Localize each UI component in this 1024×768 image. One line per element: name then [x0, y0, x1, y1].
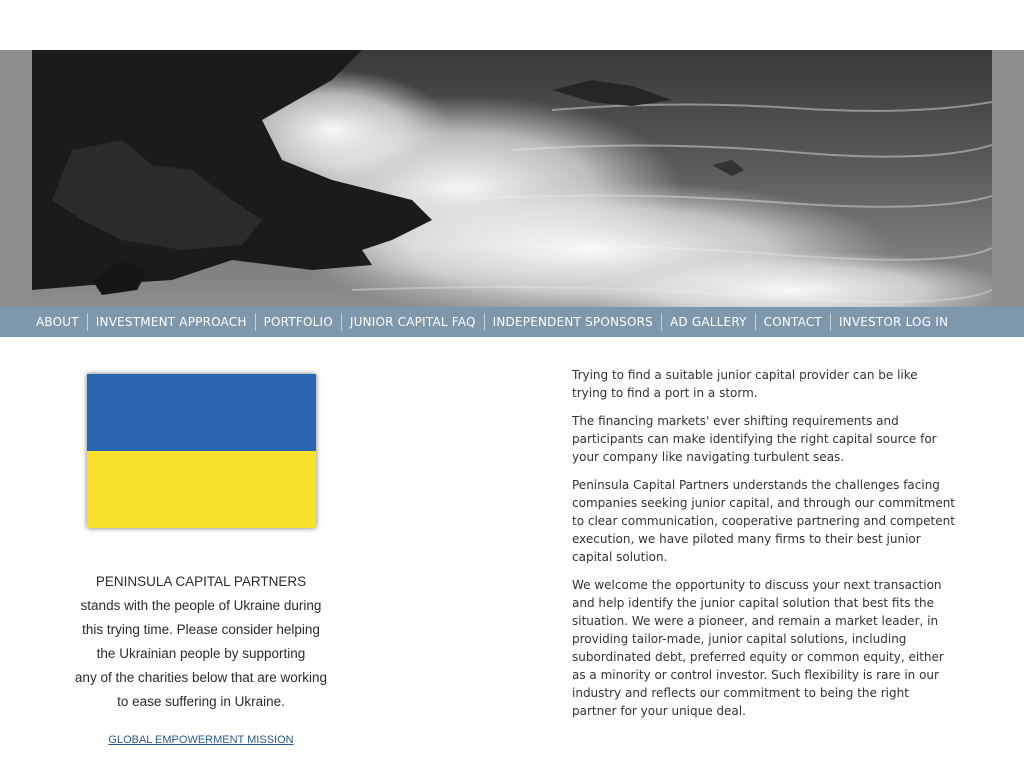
flag-blue-stripe	[87, 374, 316, 451]
main-nav	[0, 307, 1024, 337]
intro-paragraph: Peninsula Capital Partners understands the challenges facing companies seeking junior capital, and through our commitment to clear communication, cooperative partnering and competent execution, we have piloted many firms to their best junior capital solution.	[572, 478, 956, 564]
intro-paragraph: The financing markets' ever shifting requirements and participants can make identifying the right capital source for your company like navigating turbulent seas.	[572, 414, 937, 464]
charity-link-global-empowerment-mission[interactable]: GLOBAL EMPOWERMENT MISSION	[108, 734, 294, 746]
nav-item-contact[interactable]: CONTACT	[763, 315, 822, 329]
message-line: stands with the people of Ukraine during	[80, 598, 322, 613]
intro-paragraph: We welcome the opportunity to discuss your next transaction and help identify the junior capital solution that best fits the situation. We were a pioneer, and remain a market leader, in providing tailor-made, junior capital solutions, including subordinated debt, preferred equity or common equity, either as a minority or control investor. Such flexibility is rare in our industry and reflects our commitment to being the right partner for your unique deal.	[572, 578, 944, 718]
message-line: the Ukrainian people by supporting	[96, 646, 306, 661]
nav-item-ad-gallery[interactable]: AD GALLERY	[670, 315, 747, 329]
message-line: this trying time. Please consider helping	[82, 622, 320, 637]
flag-yellow-stripe	[87, 451, 316, 528]
ukraine-flag	[87, 374, 316, 528]
top-spacer	[0, 0, 1024, 50]
nav-items	[32, 307, 956, 337]
company-name: PENINSULA CAPITAL PARTNERS	[95, 574, 307, 589]
nav-item-portfolio[interactable]: PORTFOLIO	[263, 315, 333, 329]
message-line: any of the charities below that are working	[74, 670, 328, 685]
message-line: to ease suffering in Ukraine.	[117, 694, 285, 709]
nav-item-junior-capital-faq[interactable]: JUNIOR CAPITAL FAQ	[349, 315, 476, 329]
hero-image-ocean-waves	[32, 50, 992, 337]
intro-copy	[572, 366, 956, 730]
nav-item-investment-approach[interactable]: INVESTMENT APPROACH	[95, 315, 247, 329]
nav-item-about[interactable]: ABOUT	[36, 315, 79, 329]
nav-item-investor-log-in[interactable]: INVESTOR LOG IN	[838, 315, 949, 329]
ukraine-support-message	[40, 570, 362, 714]
intro-paragraph: Trying to find a suitable junior capital provider can be like trying to find a port in a storm.	[572, 368, 918, 400]
nav-item-independent-sponsors[interactable]: INDEPENDENT SPONSORS	[492, 315, 653, 329]
